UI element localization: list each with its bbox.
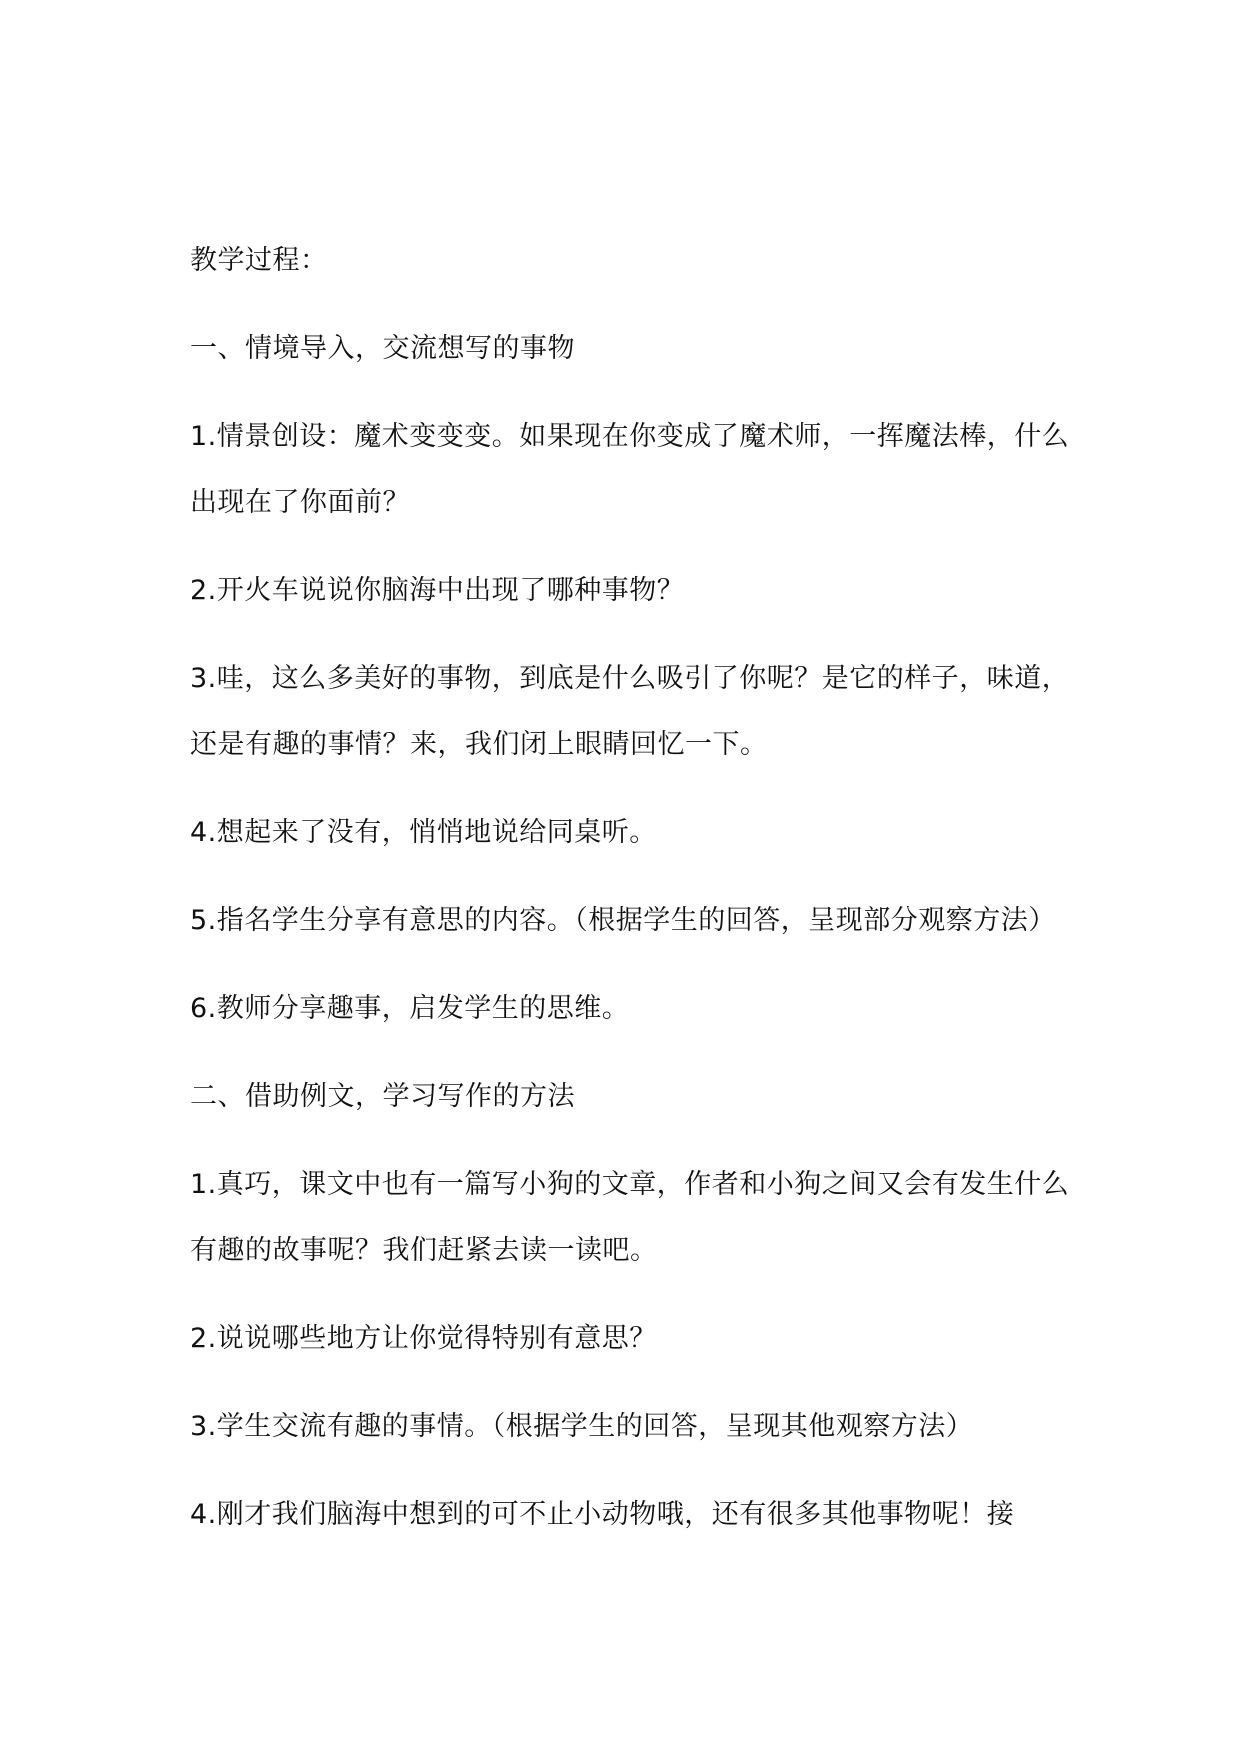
list-item: 5.指名学生分享有意思的内容。（根据学生的回答，呈现部分观察方法） bbox=[190, 905, 1056, 936]
list-item: 1.情景创设：魔术变变变。如果现在你变成了魔术师，一挥魔法棒，什么出现在了你面前？ bbox=[190, 421, 1070, 518]
list-item: 3.哇，这么多美好的事物，到底是什么吸引了你呢？是它的样子，味道，还是有趣的事情？来，我们闭上眼睛回忆一下。 bbox=[190, 663, 1070, 760]
section-heading: 一、情境导入，交流想写的事物 bbox=[190, 333, 575, 364]
list-item: 4.想起来了没有，悄悄地说给同桌听。 bbox=[190, 817, 657, 848]
list-item: 2.说说哪些地方让你觉得特别有意思？ bbox=[190, 1323, 657, 1354]
document-title: 教学过程： bbox=[190, 245, 328, 276]
section-1 bbox=[190, 316, 1070, 1042]
list-item: 6.教师分享趣事，启发学生的思维。 bbox=[190, 993, 630, 1024]
section-2 bbox=[190, 1064, 1070, 1548]
section-heading: 二、借助例文，学习写作的方法 bbox=[190, 1081, 575, 1112]
list-item: 3.学生交流有趣的事情。（根据学生的回答，呈现其他观察方法） bbox=[190, 1411, 974, 1442]
list-item: 4.刚才我们脑海中想到的可不止小动物哦，还有很多其他事物呢！接 bbox=[190, 1499, 1015, 1530]
list-item: 2.开火车说说你脑海中出现了哪种事物？ bbox=[190, 575, 685, 606]
document-body bbox=[190, 228, 1070, 1570]
list-item: 1.真巧，课文中也有一篇写小狗的文章，作者和小狗之间又会有发生什么有趣的故事呢？我们赶紧去读一读吧。 bbox=[190, 1169, 1070, 1266]
